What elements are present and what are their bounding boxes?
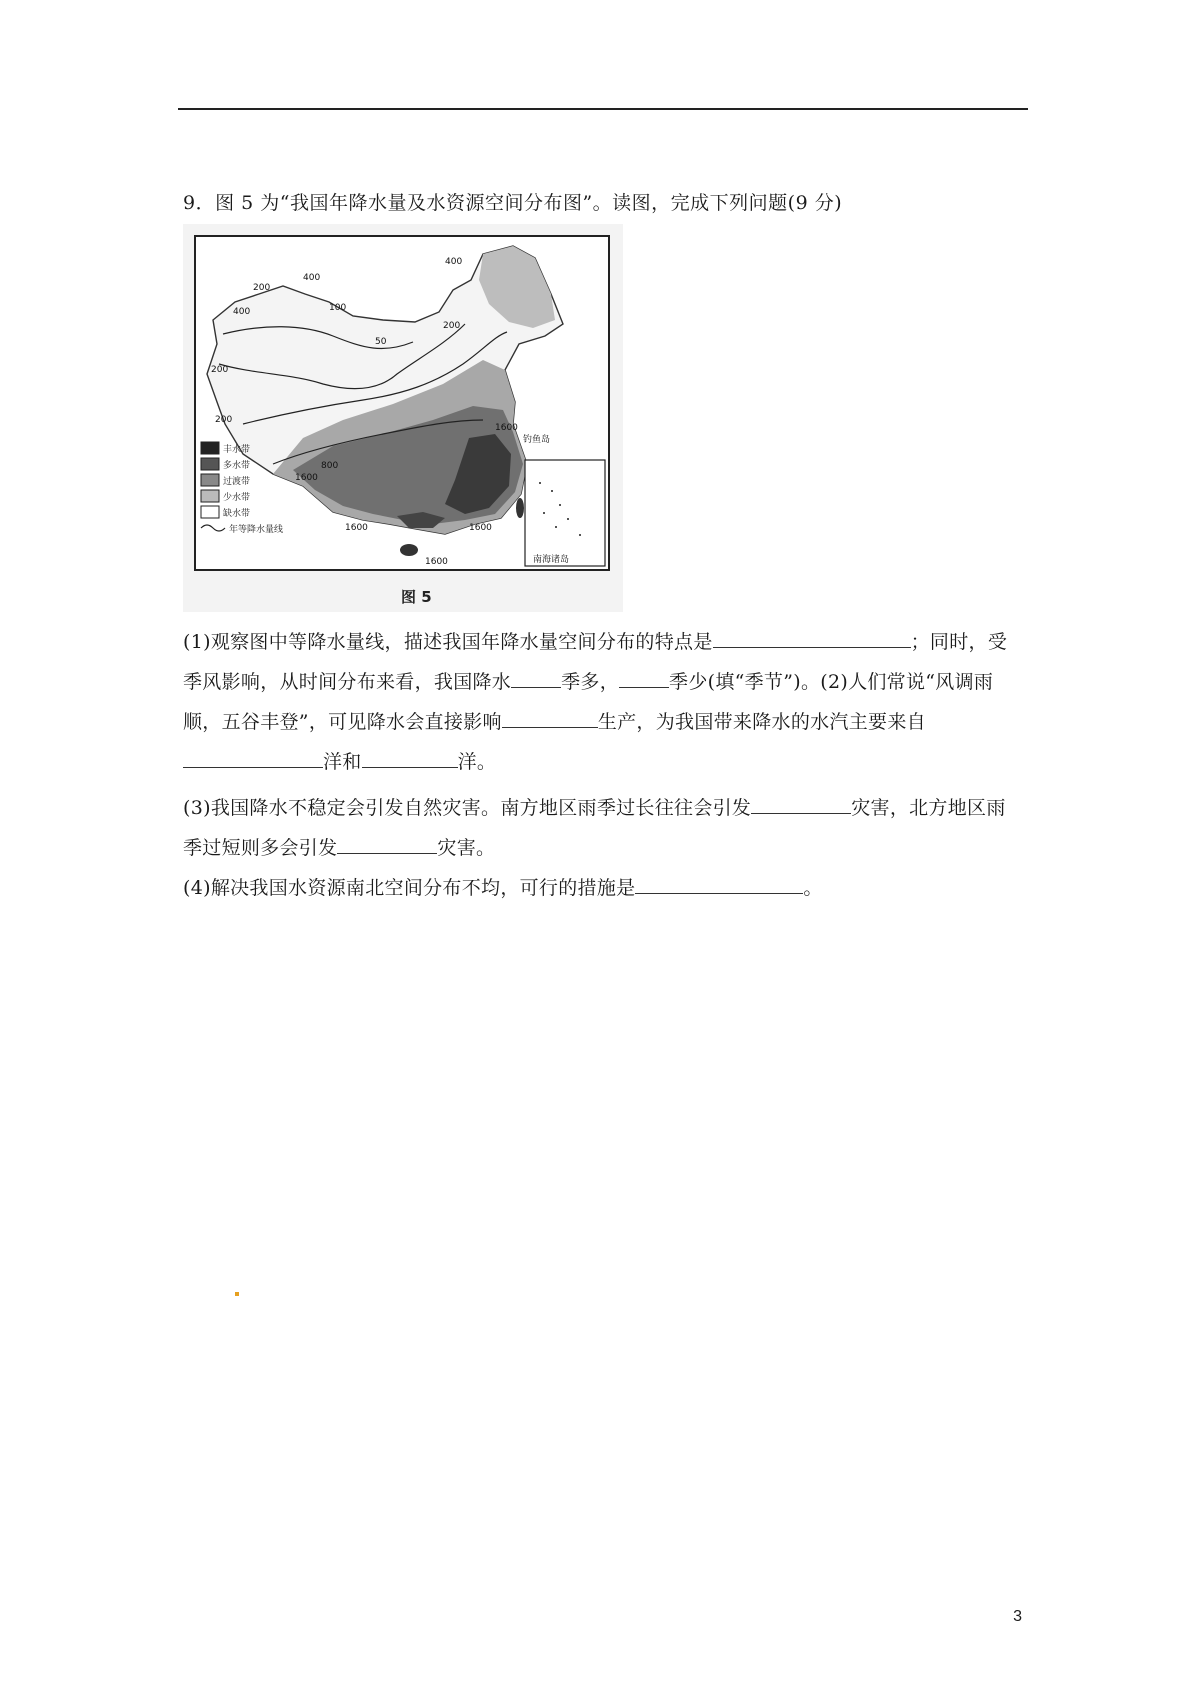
precipitation-map xyxy=(183,224,623,612)
label-1600-se: 1600 xyxy=(469,523,492,533)
answer-blank-south-disaster[interactable] xyxy=(751,795,851,814)
answer-blank-ocean-1[interactable] xyxy=(183,749,323,768)
answer-blank-dry-season[interactable] xyxy=(619,669,669,688)
question-part-3: (3)我国降水不稳定会引发自然灾害。南方地区雨季过长往往会引发 灾害，北方地区雨季过短则多会引发 灾害。 xyxy=(183,797,1006,859)
svg-text:少水带: 少水带 xyxy=(223,493,251,503)
page-number: 3 xyxy=(1013,1608,1022,1625)
answer-blank-measure[interactable] xyxy=(635,875,803,894)
label-200-nw: 200 xyxy=(253,283,271,293)
question-part-1-2: (1)观察图中等降水量线，描述我国年降水量空间分布的特点是 ；同时，受季风影响，从时间分布来看，我国降水 季多， 季少(填“季节”)。(2)人们常说“风调雨顺，五谷丰登”，可见降水会直接影响 生产，为我国带来降水的水汽主要来自洋和 洋。 xyxy=(183,631,1008,773)
label-1600-e: 1600 xyxy=(495,423,518,433)
label-400-ne: 400 xyxy=(445,257,463,267)
label-200-w: 200 xyxy=(211,365,229,375)
south-sea-inset xyxy=(525,460,605,566)
header-rule xyxy=(178,108,1028,110)
svg-text:年等降水量线: 年等降水量线 xyxy=(229,525,284,535)
label-1600-s: 1600 xyxy=(345,523,368,533)
label-100: 100 xyxy=(329,303,347,313)
answer-blank-production[interactable] xyxy=(502,709,598,728)
question-title: 9．图 5 为“我国年降水量及水资源空间分布图”。读图，完成下列问题(9 分) xyxy=(183,192,843,214)
label-south-sea: 南海诸岛 xyxy=(533,555,570,565)
svg-text:缺水带: 缺水带 xyxy=(223,509,251,519)
answer-blank-north-disaster[interactable] xyxy=(337,835,437,854)
svg-text:丰水带: 丰水带 xyxy=(223,445,251,455)
taiwan-island xyxy=(516,498,524,518)
answer-blank-distribution[interactable] xyxy=(713,629,911,648)
svg-text:多水带: 多水带 xyxy=(223,461,251,471)
answer-blank-ocean-2[interactable] xyxy=(362,749,458,768)
label-800: 800 xyxy=(321,461,339,471)
hainan-island xyxy=(400,544,418,556)
svg-text:过渡带: 过渡带 xyxy=(223,477,251,487)
stray-mark xyxy=(235,1292,239,1296)
label-200-sw: 200 xyxy=(215,415,233,425)
question-part-4: (4)解决我国水资源南北空间分布不均，可行的措施是 。 xyxy=(183,877,823,899)
label-200-ne: 200 xyxy=(443,321,461,331)
answer-blank-wet-season[interactable] xyxy=(511,669,561,688)
label-400-w: 400 xyxy=(233,307,251,317)
label-50: 50 xyxy=(375,337,387,347)
label-diaoyu: 钓鱼岛 xyxy=(523,435,551,445)
label-1600-w: 1600 xyxy=(295,473,318,483)
precipitation-map-figure xyxy=(183,224,623,612)
label-1600-hn: 1600 xyxy=(425,557,448,567)
label-400-nw: 400 xyxy=(303,273,321,283)
figure-caption: 图 5 xyxy=(401,588,432,606)
